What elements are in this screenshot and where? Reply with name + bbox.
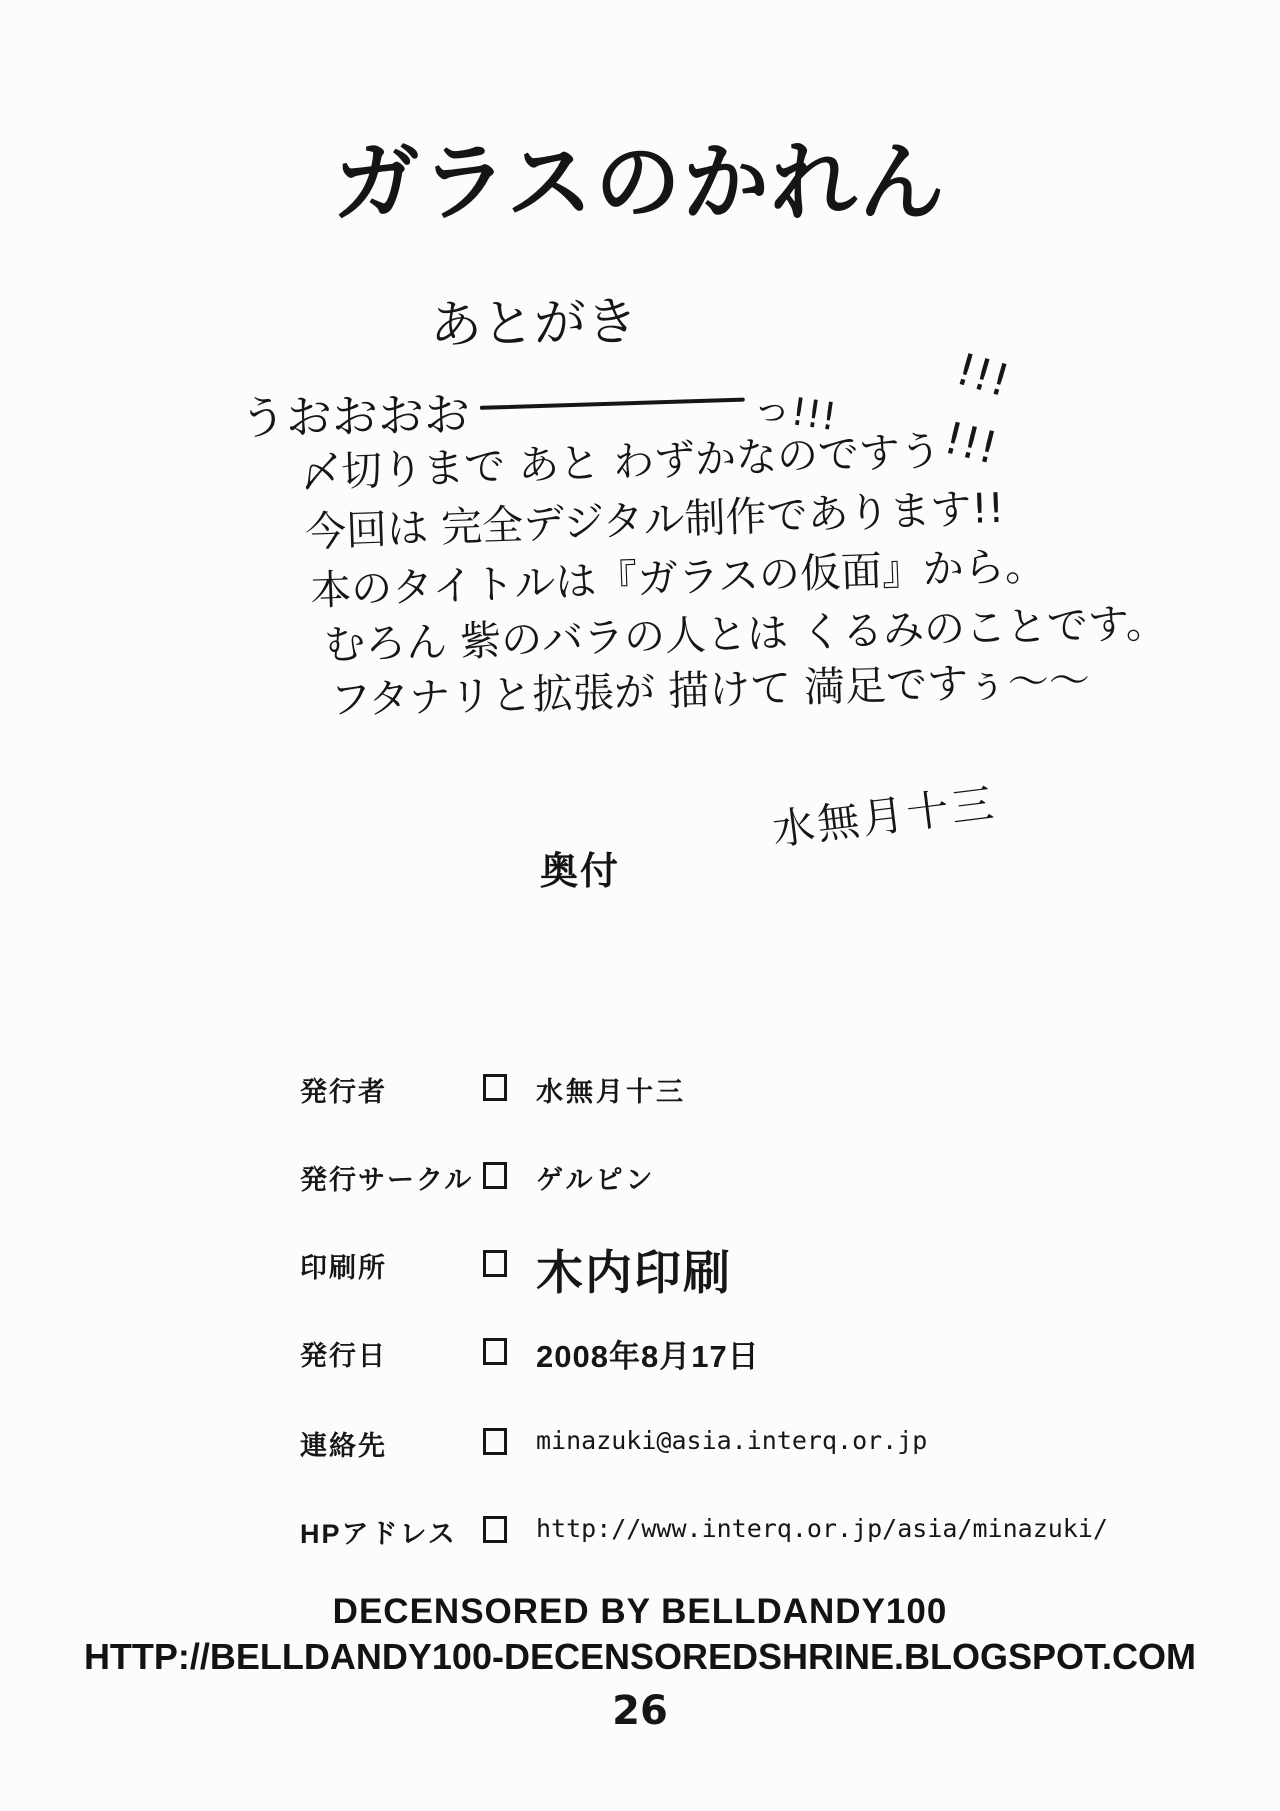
- handwritten-line-2: 〆切りまで あと わずかなのですう: [299, 426, 942, 498]
- square-bullet-icon: [483, 1074, 507, 1101]
- handwritten-line-4: 本のタイトルは『ガラスの仮面』から。: [309, 541, 1047, 615]
- table-row-publication-date: [0, 1334, 1280, 1390]
- handwritten-line-3: 今回は 完全デジタル制作であります!!: [304, 483, 1006, 557]
- exclamation-marks-lower: !!!: [938, 412, 1003, 475]
- afterword-heading: あとがき: [429, 292, 639, 356]
- decensor-credit-url: HTTP://BELLDANDY100-DECENSOREDSHRINE.BLOGSPOT.COM: [83, 1636, 1197, 1677]
- table-row-homepage-url: [0, 1512, 1280, 1568]
- square-bullet-icon: [483, 1516, 507, 1543]
- row-label: 連絡先: [300, 1431, 387, 1461]
- handwritten-line-6: フタナリと拡張が 描けて 満足ですぅ～～: [329, 656, 1091, 724]
- row-value: 木内印刷: [536, 1246, 732, 1299]
- row-label: 発行者: [300, 1077, 387, 1107]
- table-row-circle: [0, 1158, 1280, 1214]
- row-value: 水無月十三: [536, 1077, 686, 1107]
- colophon-heading: 奥付: [540, 851, 621, 893]
- table-row-contact-email: [0, 1424, 1280, 1480]
- square-bullet-icon: [483, 1428, 507, 1455]
- handwritten-line-1-text: うおおおお: [239, 387, 471, 446]
- row-label: 発行日: [300, 1341, 387, 1371]
- square-bullet-icon: [483, 1250, 507, 1277]
- table-row-publisher: [0, 1070, 1280, 1126]
- row-value: 2008年8月17日: [536, 1339, 760, 1374]
- row-label: 印刷所: [300, 1253, 387, 1283]
- handwritten-line-1-exclamation: っ!!!: [750, 383, 840, 440]
- table-row-printer: [0, 1246, 1280, 1302]
- row-label: 発行サークル: [300, 1165, 474, 1195]
- exclamation-marks-upper: !!!: [950, 343, 1016, 408]
- page-number: 26: [612, 1688, 668, 1734]
- square-bullet-icon: [483, 1338, 507, 1365]
- handwritten-line-5: むろん 紫のバラの人とは くるみのことです。: [323, 598, 1168, 670]
- row-label: HPアドレス: [300, 1519, 457, 1549]
- author-signature: 水無月十三: [769, 778, 1000, 855]
- row-value-url: http://www.interq.or.jp/asia/minazuki/: [536, 1514, 1108, 1543]
- row-value: ゲルピン: [536, 1165, 656, 1195]
- row-value-email: minazuki@asia.interq.or.jp: [536, 1426, 928, 1455]
- decensor-credit-line: DECENSORED BY BELLDANDY100: [332, 1592, 948, 1631]
- long-dash-stroke-icon: [480, 398, 745, 410]
- page-title: ガラスのかれん: [333, 132, 947, 233]
- square-bullet-icon: [483, 1162, 507, 1189]
